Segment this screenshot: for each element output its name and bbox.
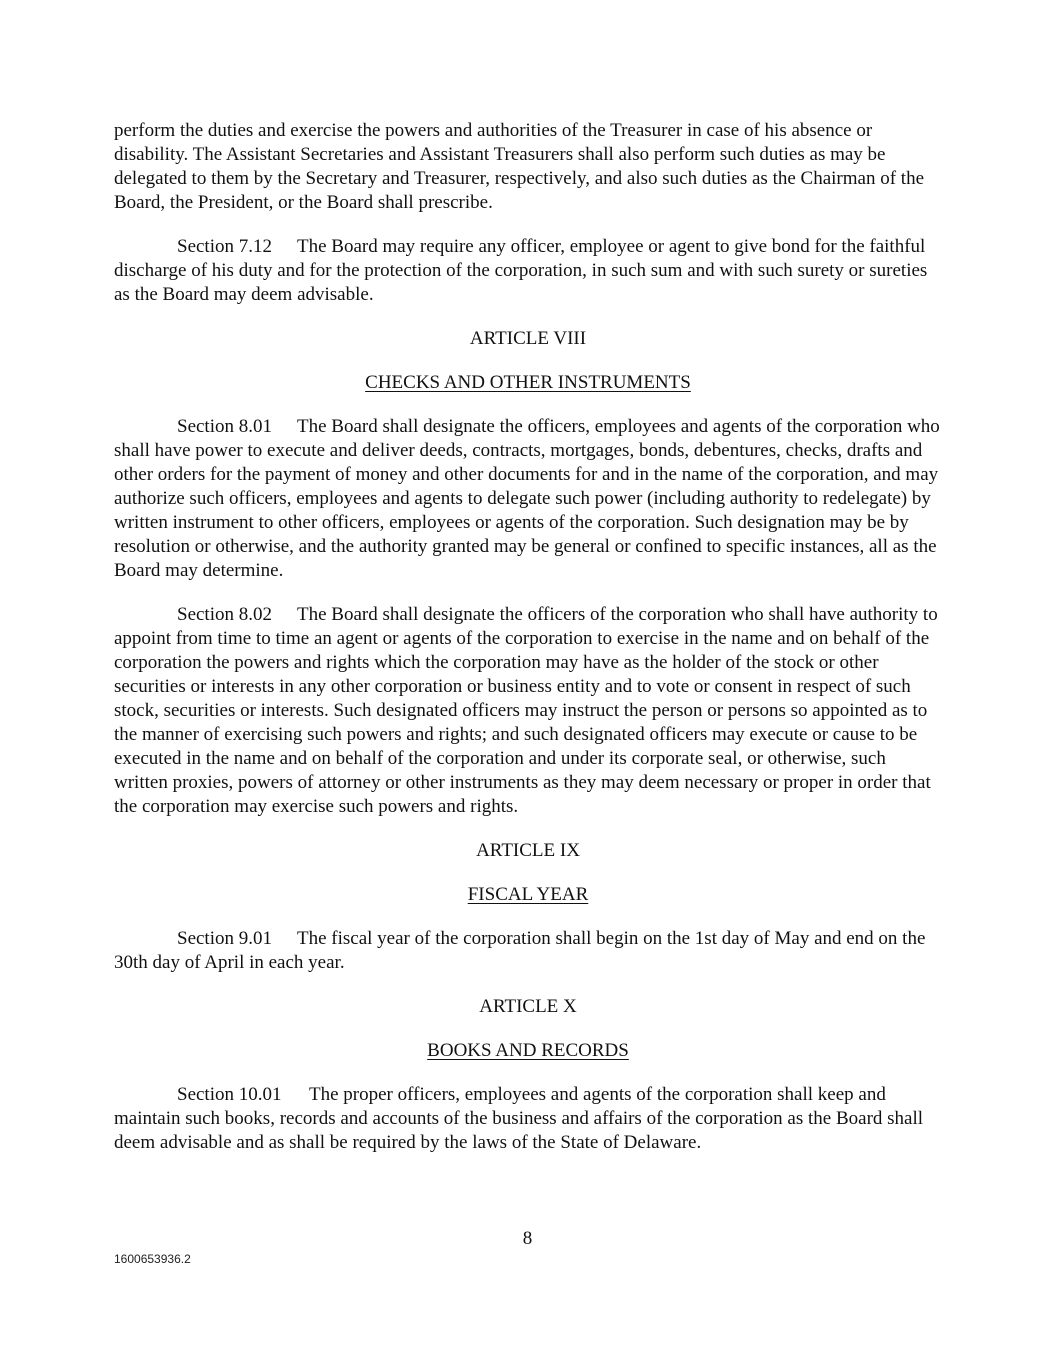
section-10-01-number: Section 10.01 xyxy=(177,1084,282,1105)
article-9-heading: ARTICLE IX xyxy=(476,840,580,861)
article-8-title-text: CHECKS AND OTHER INSTRUMENTS xyxy=(365,372,691,393)
section-9-01-text: The fiscal year of the corporation shall begin on the 1st day of May and end on the 30th day of April in each year. xyxy=(114,928,926,973)
article-9-title xyxy=(114,883,942,907)
section-8-01 xyxy=(114,415,942,583)
intro-paragraph: perform the duties and exercise the powers and authorities of the Treasurer in case of his absence or disability. The Assistant Secretaries and Assistant Treasurers shall also perform such duties as may be delegated to them by the Secretary and Treasurer, respectively, and also such duties as the Chairman of the Board, the President, or the Board shall prescribe. xyxy=(114,120,925,213)
section-8-01-text: The Board shall designate the officers, employees and agents of the corporation who shall have power to execute and deliver deeds, contracts, mortgages, bonds, debentures, checks, drafts and other orders for the payment of money and other documents for and in the name of the corporation, and may authorize such officers, employees and agents to delegate such power (including authority to redelegate) by written instrument to other officers, employees or agents of the corporation. Such designation may be by resolution or otherwise, and the authority granted may be general or confined to specific instances, all as the Board may determine. xyxy=(114,416,940,581)
page-number: 8 xyxy=(522,1228,533,1249)
article-10-title xyxy=(114,1039,942,1063)
section-7-12-number: Section 7.12 xyxy=(177,236,272,257)
section-8-02 xyxy=(114,603,942,819)
section-7-12 xyxy=(114,235,942,307)
article-9-title-text: FISCAL YEAR xyxy=(467,884,589,905)
article-10-title-text: BOOKS AND RECORDS xyxy=(427,1040,629,1061)
article-8-heading: ARTICLE VIII xyxy=(469,328,587,349)
section-10-01-text: The proper officers, employees and agents of the corporation shall keep and maintain such books, records and accounts of the business and affairs of the corporation as the Board shall deem advisable and as shall be required by the laws of the State of Delaware. xyxy=(114,1084,924,1153)
section-9-01 xyxy=(114,927,942,975)
section-7-12-text: The Board may require any officer, employee or agent to give bond for the faithful discharge of his duty and for the protection of the corporation, in such sum and with such surety or sureties as the Board may deem advisable. xyxy=(114,236,928,305)
document-id: 1600653936.2 xyxy=(114,1252,191,1266)
section-9-01-number: Section 9.01 xyxy=(177,928,272,949)
section-8-02-text: The Board shall designate the officers of the corporation who shall have authority to appoint from time to time an agent or agents of the corporation to exercise in the name and on behalf of the corporation the powers and rights which the corporation may have as the holder of the stock or other securities or interests in any other corporation or business entity and to vote or consent in respect of such stock, securities or interests. Such designated officers may instruct the person or persons so appointed as to the manner of exercising such powers and rights; and such designated officers may execute or cause to be executed in the name and on behalf of the corporation and under its corporate seal, or otherwise, such written proxies, powers of attorney or other instruments as they may deem necessary or proper in order that the corporation may exercise such powers and rights. xyxy=(114,604,938,817)
document-body xyxy=(114,119,942,1175)
section-8-01-number: Section 8.01 xyxy=(177,416,272,437)
section-8-02-number: Section 8.02 xyxy=(177,604,272,625)
section-10-01 xyxy=(114,1083,942,1155)
article-10-heading: ARTICLE X xyxy=(479,996,577,1017)
article-8-title xyxy=(114,371,942,395)
